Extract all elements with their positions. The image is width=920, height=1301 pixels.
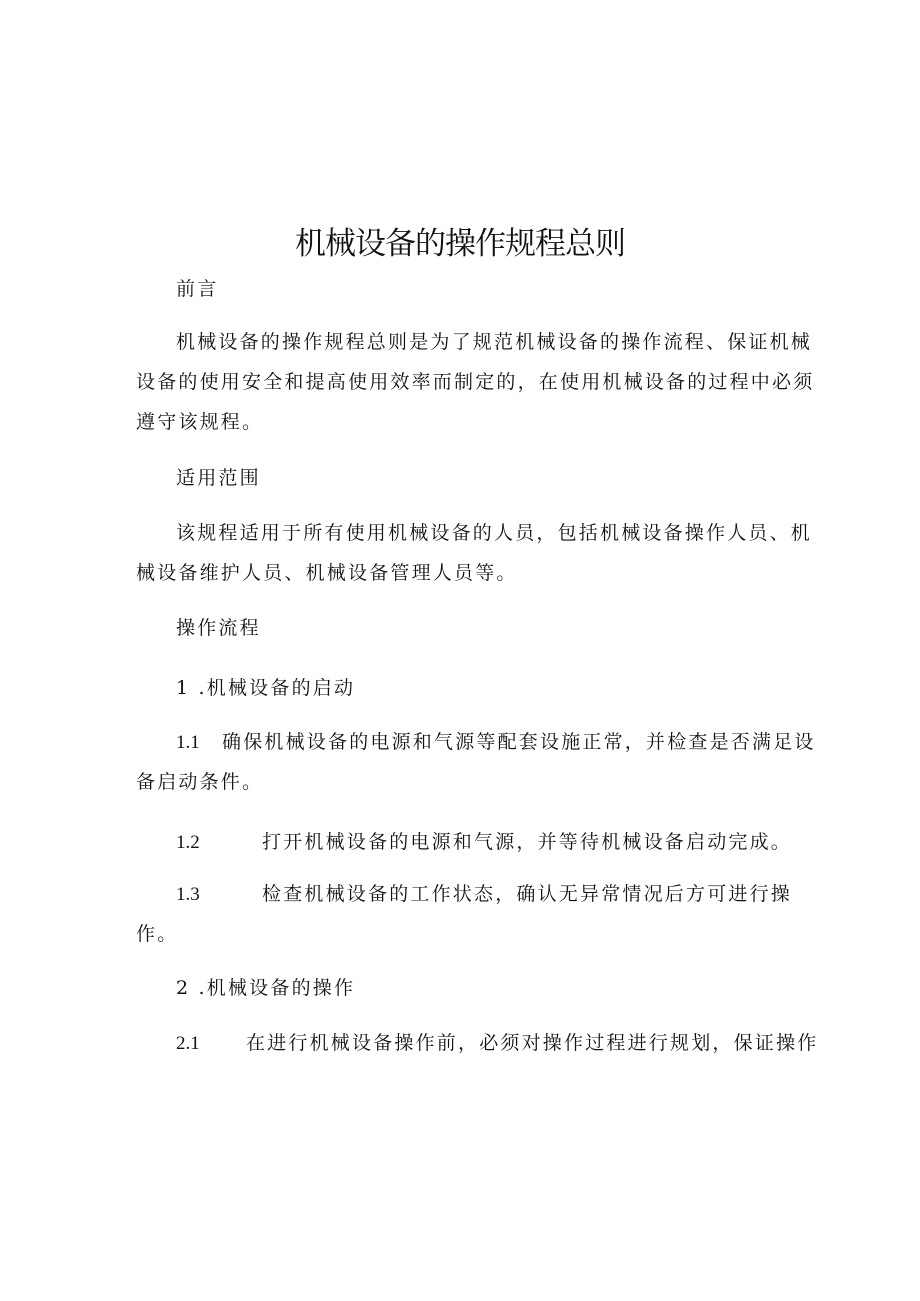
item-1-1-number: 1.1 <box>176 732 200 753</box>
item-1-3-line-2: 作。 <box>136 923 179 945</box>
preface-heading: 前言 <box>176 278 219 300</box>
scope-heading: 适用范围 <box>176 467 261 489</box>
preface-paragraph-line-1: 机械设备的操作规程总则是为了规范机械设备的操作流程、保证机械 <box>176 331 813 353</box>
item-1-2-text: 打开机械设备的电源和气源，并等待机械设备启动完成。 <box>262 831 793 853</box>
item-2-1-text: 在进行机械设备操作前，必须对操作过程进行规划，保证操作 <box>246 1032 819 1054</box>
section-2-heading: 2 .机械设备的操作 <box>176 977 356 999</box>
section-1-heading: 1 .机械设备的启动 <box>176 677 356 699</box>
preface-paragraph-line-2: 设备的使用安全和提高使用效率而制定的，在使用机械设备的过程中必须 <box>136 371 815 393</box>
document-title: 机械设备的操作规程总则 <box>295 226 625 262</box>
item-1-3-line-1 <box>176 885 792 904</box>
scope-paragraph-line-1: 该规程适用于所有使用机械设备的人员，包括机械设备操作人员、机 <box>176 522 813 544</box>
item-1-2-line-1 <box>176 833 792 852</box>
item-1-1-line-1 <box>176 733 816 752</box>
item-1-1-line-2: 备启动条件。 <box>136 771 264 793</box>
preface-paragraph-line-3: 遵守该规程。 <box>136 411 264 433</box>
item-2-1-line-1 <box>176 1034 818 1053</box>
item-1-3-text: 检查机械设备的工作状态，确认无异常情况后方可进行操 <box>262 883 793 905</box>
item-1-3-number: 1.3 <box>176 884 200 905</box>
item-1-2-number: 1.2 <box>176 832 200 853</box>
item-1-1-text: 确保机械设备的电源和气源等配套设施正常，并检查是否满足设 <box>222 731 816 753</box>
scope-paragraph-line-2: 械设备维护人员、机械设备管理人员等。 <box>136 562 518 584</box>
item-2-1-number: 2.1 <box>176 1033 200 1054</box>
process-heading: 操作流程 <box>176 617 261 639</box>
